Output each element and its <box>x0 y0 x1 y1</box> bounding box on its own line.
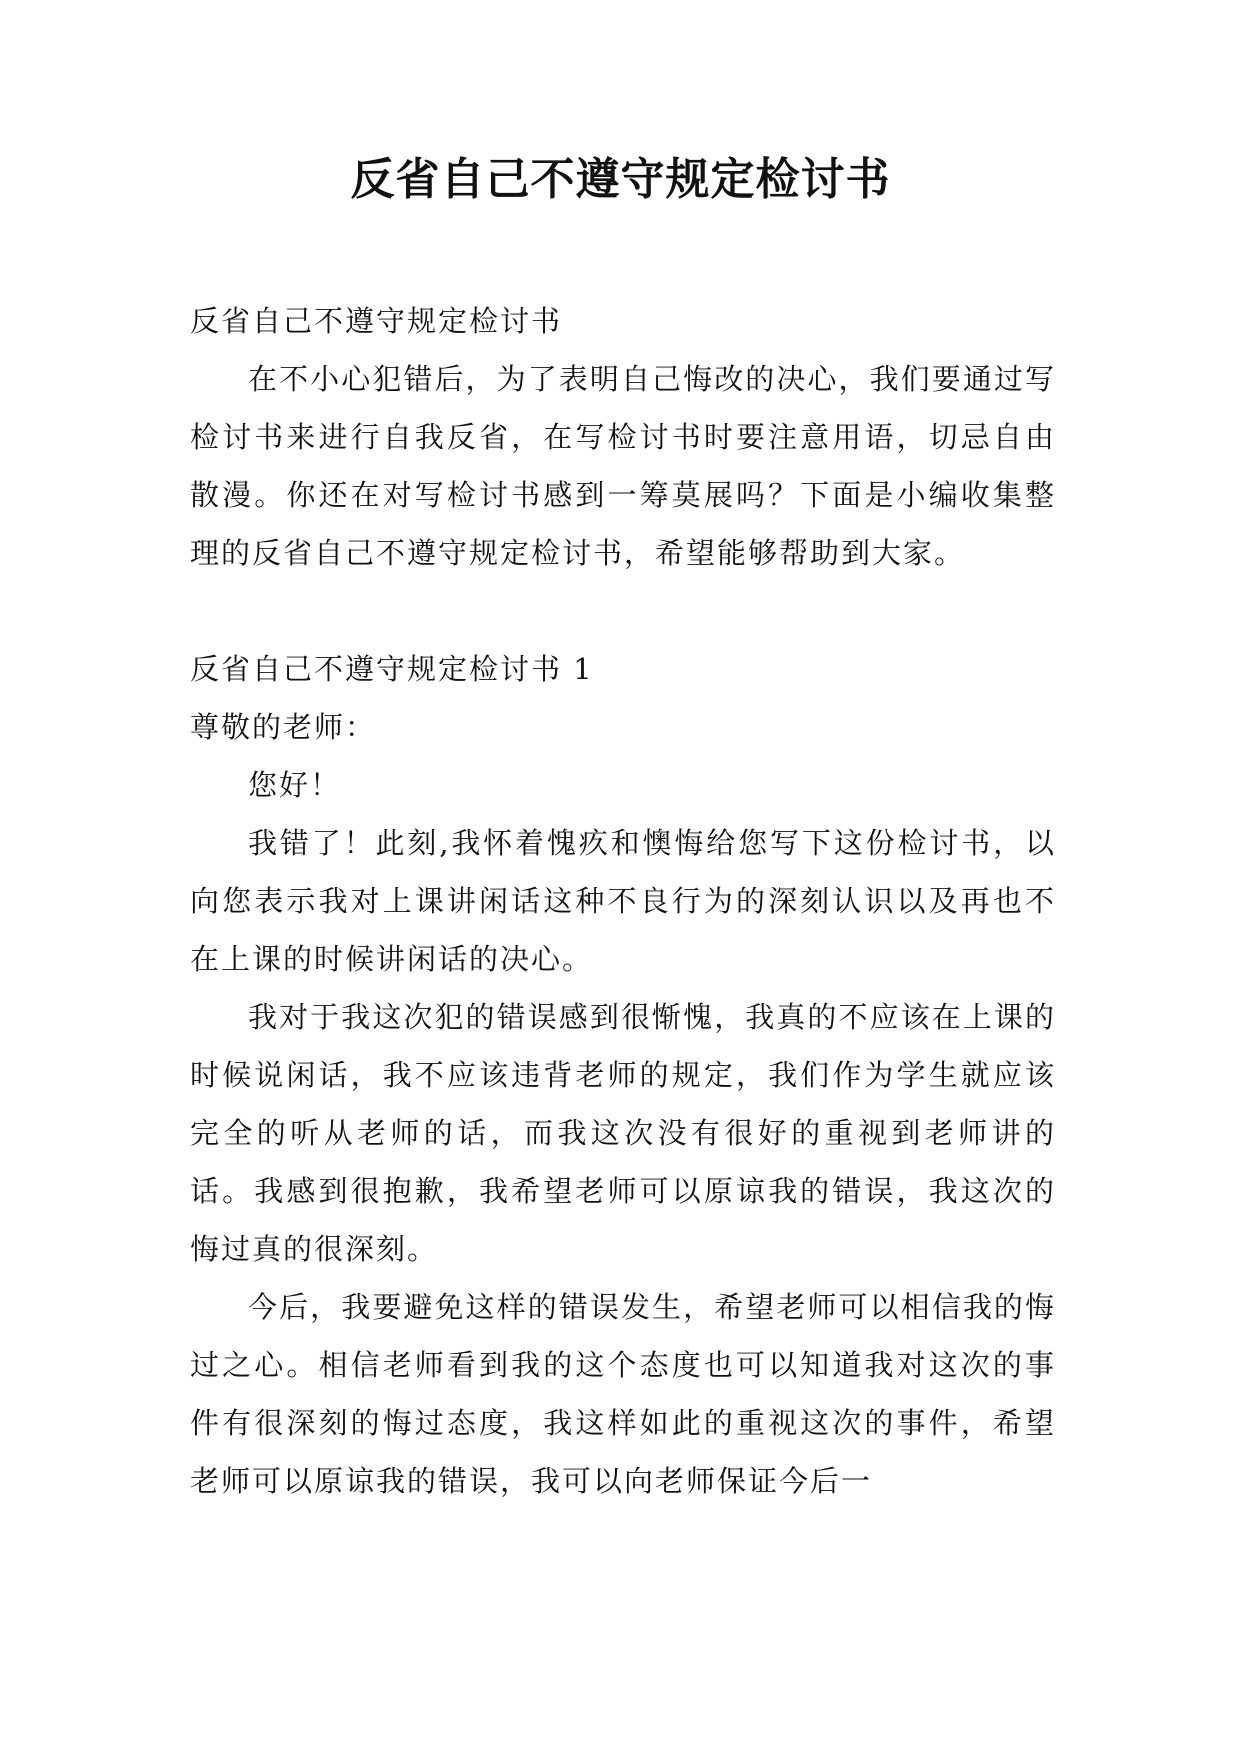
section-heading: 反省自己不遵守规定检讨书 1 <box>190 652 594 686</box>
body-paragraph: 我错了！此刻,我怀着愧疚和懊悔给您写下这份检讨书，以向您表示我对上课讲闲话这种不良行为的深刻认识以及再也不在上课的时候讲闲话的决心。 <box>190 826 1056 976</box>
body-paragraph: 今后，我要避免这样的错误发生，希望老师可以相信我的悔过之心。相信老师看到我的这个态度也可以知道我对这次的事件有很深刻的悔过态度，我这样如此的重视这次的事件，希望老师可以原谅我的错误，我可以向老师保证今后一 <box>190 1290 1056 1498</box>
section-spacer <box>190 582 1056 640</box>
intro-paragraph: 在不小心犯错后，为了表明自己悔改的决心，我们要通过写检讨书来进行自我反省，在写检讨书时要注意用语，切忌自由散漫。你还在对写检讨书感到一筹莫展吗？下面是小编收集整理的反省自己不遵守规定检讨书，希望能够帮助到大家。 <box>190 362 1056 570</box>
greeting: 您好！ <box>248 768 342 802</box>
body-paragraph: 我对于我这次犯的错误感到很惭愧，我真的不应该在上课的时候说闲话，我不应该违背老师的规定，我们作为学生就应该完全的听从老师的话，而我这次没有很好的重视到老师讲的话。我感到很抱歉，我希望老师可以原谅我的错误，我这次的悔过真的很深刻。 <box>190 1000 1056 1266</box>
intro-heading: 反省自己不遵守规定检讨书 <box>190 304 563 338</box>
document-body <box>190 292 1056 1510</box>
document-title: 反省自己不遵守规定检讨书 <box>350 154 891 205</box>
salutation: 尊敬的老师： <box>190 710 377 744</box>
